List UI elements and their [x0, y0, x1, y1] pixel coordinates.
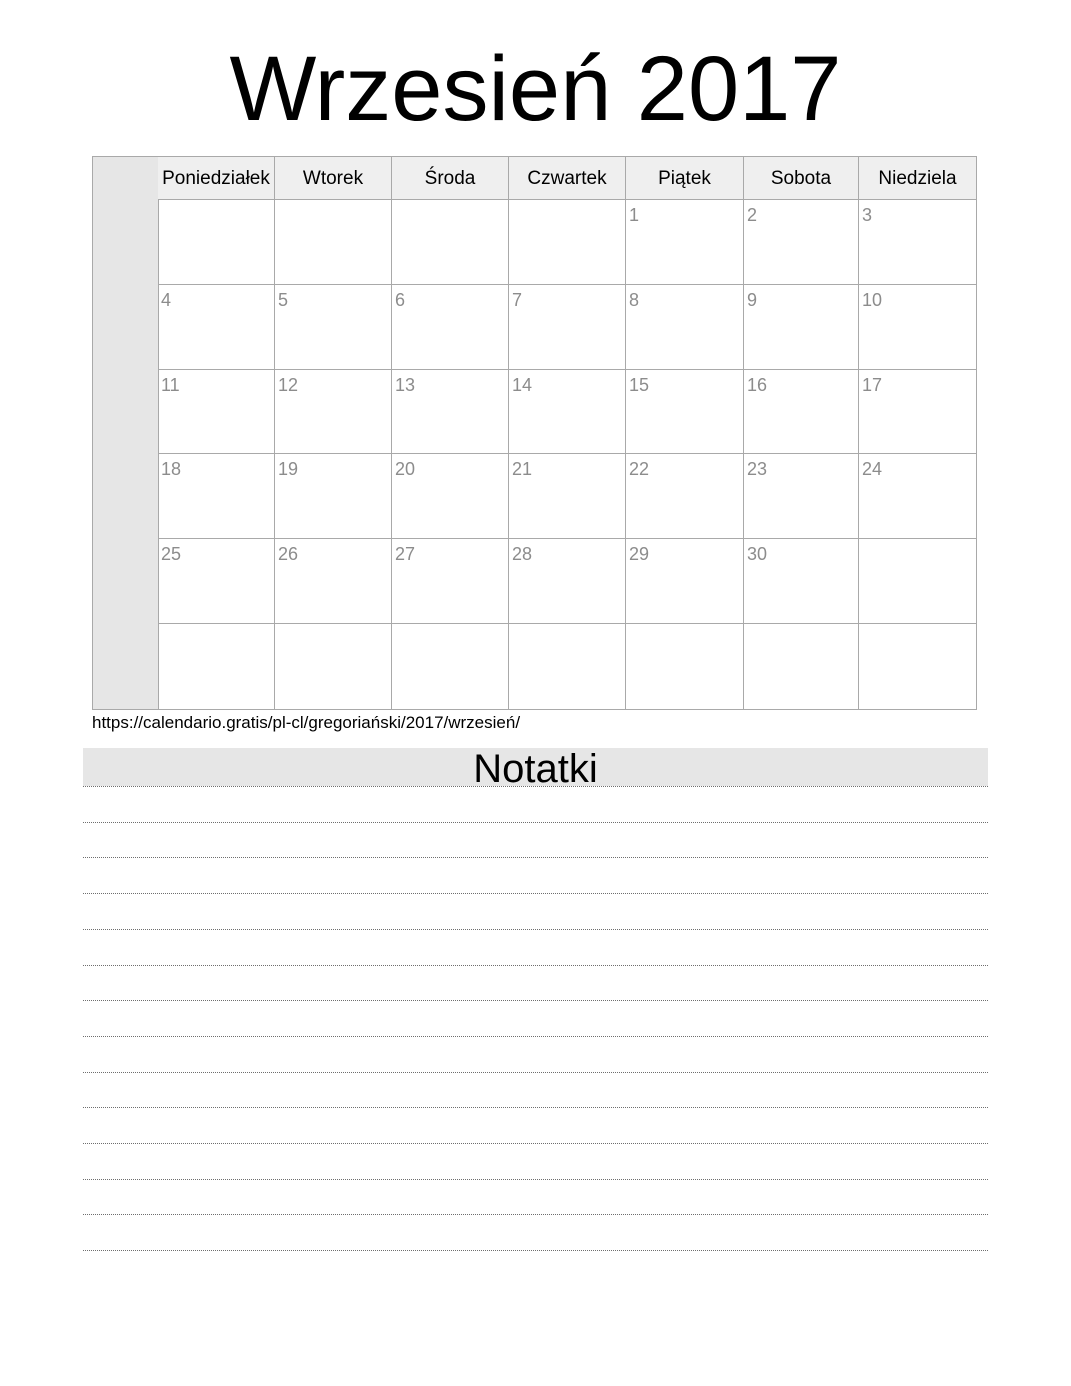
source-url: https://calendario.gratis/pl-cl/gregoriański/2017/wrzesień/ — [92, 713, 521, 732]
day-number: 21 — [512, 459, 533, 480]
day-number: 18 — [161, 459, 182, 480]
note-line — [83, 1036, 988, 1037]
day-cell — [744, 539, 859, 624]
day-number: 6 — [395, 289, 406, 310]
note-line — [83, 1179, 988, 1180]
day-number: 20 — [395, 459, 416, 480]
note-line — [83, 786, 988, 787]
note-line — [83, 1072, 988, 1073]
day-cell — [626, 539, 744, 624]
day-cell — [275, 370, 392, 455]
weekday-header: Środa — [392, 157, 509, 199]
day-cell — [392, 539, 509, 624]
day-cell — [158, 285, 275, 370]
day-cell — [626, 370, 744, 455]
day-cell — [626, 200, 744, 285]
day-cell — [626, 454, 744, 539]
day-number: 4 — [161, 289, 172, 310]
day-cell — [509, 539, 626, 624]
day-cell — [859, 539, 976, 624]
day-cell — [275, 200, 392, 285]
day-cell — [158, 200, 275, 285]
day-number: 16 — [747, 374, 768, 395]
day-cell — [859, 285, 976, 370]
day-number: 8 — [629, 289, 640, 310]
day-number: 30 — [747, 544, 768, 565]
day-cell — [392, 200, 509, 285]
day-number: 3 — [862, 205, 873, 225]
note-line — [83, 965, 988, 966]
day-number: 17 — [862, 374, 883, 395]
day-cell — [509, 454, 626, 539]
page-title: Wrzesień 2017 — [229, 38, 842, 140]
day-cell — [275, 539, 392, 624]
day-cell — [158, 370, 275, 455]
weekday-header: Czwartek — [509, 157, 626, 199]
day-number: 10 — [862, 289, 883, 310]
note-line — [83, 1143, 988, 1144]
day-cell — [392, 454, 509, 539]
note-line — [83, 1000, 988, 1001]
day-number: 24 — [862, 459, 883, 480]
day-number: 19 — [278, 459, 299, 480]
note-line — [83, 822, 988, 823]
note-line — [83, 929, 988, 930]
week-number-column — [93, 157, 159, 709]
day-number: 29 — [629, 544, 650, 565]
day-cell — [859, 200, 976, 285]
weekday-header: Poniedziałek — [158, 157, 275, 199]
day-cell — [744, 285, 859, 370]
day-cell — [275, 454, 392, 539]
weekday-header-row — [158, 157, 976, 200]
day-number: 22 — [629, 459, 650, 480]
day-cell — [859, 624, 976, 709]
day-cell — [744, 370, 859, 455]
calendar-grid — [92, 156, 977, 710]
day-number: 13 — [395, 374, 416, 395]
day-number: 25 — [161, 544, 182, 565]
day-cell — [392, 624, 509, 709]
day-number: 7 — [512, 289, 523, 310]
weekday-header: Wtorek — [275, 157, 392, 199]
calendar-days-grid — [158, 157, 976, 709]
day-cell — [744, 200, 859, 285]
day-number: 11 — [161, 374, 180, 395]
notes-title: Notatki — [83, 748, 988, 786]
day-cell — [509, 624, 626, 709]
note-line — [83, 1107, 988, 1108]
day-number: 23 — [747, 459, 768, 480]
day-cell — [275, 624, 392, 709]
day-cell — [859, 370, 976, 455]
day-cell — [509, 285, 626, 370]
day-number: 12 — [278, 374, 299, 395]
day-cell — [626, 285, 744, 370]
day-cell — [392, 370, 509, 455]
day-number: 15 — [629, 374, 650, 395]
day-number: 1 — [629, 205, 640, 225]
weekday-header: Sobota — [744, 157, 859, 199]
day-cell — [158, 624, 275, 709]
weekday-header: Piątek — [626, 157, 744, 199]
note-line — [83, 1250, 988, 1251]
day-cell — [744, 454, 859, 539]
day-cell — [626, 624, 744, 709]
day-number: 28 — [512, 544, 533, 565]
day-number: 26 — [278, 544, 299, 565]
day-number: 14 — [512, 374, 533, 395]
day-cell — [158, 454, 275, 539]
day-cell — [859, 454, 976, 539]
note-line — [83, 857, 988, 858]
weekday-header: Niedziela — [878, 168, 957, 189]
day-number: 9 — [747, 289, 758, 310]
day-number: 2 — [747, 205, 758, 225]
day-cell — [158, 539, 275, 624]
day-cell — [275, 285, 392, 370]
day-number: 27 — [395, 544, 416, 565]
day-number: 5 — [278, 289, 289, 310]
day-cell — [509, 370, 626, 455]
day-cell — [392, 285, 509, 370]
day-cell — [744, 624, 859, 709]
day-cell — [509, 200, 626, 285]
note-line — [83, 1214, 988, 1215]
note-line — [83, 893, 988, 894]
